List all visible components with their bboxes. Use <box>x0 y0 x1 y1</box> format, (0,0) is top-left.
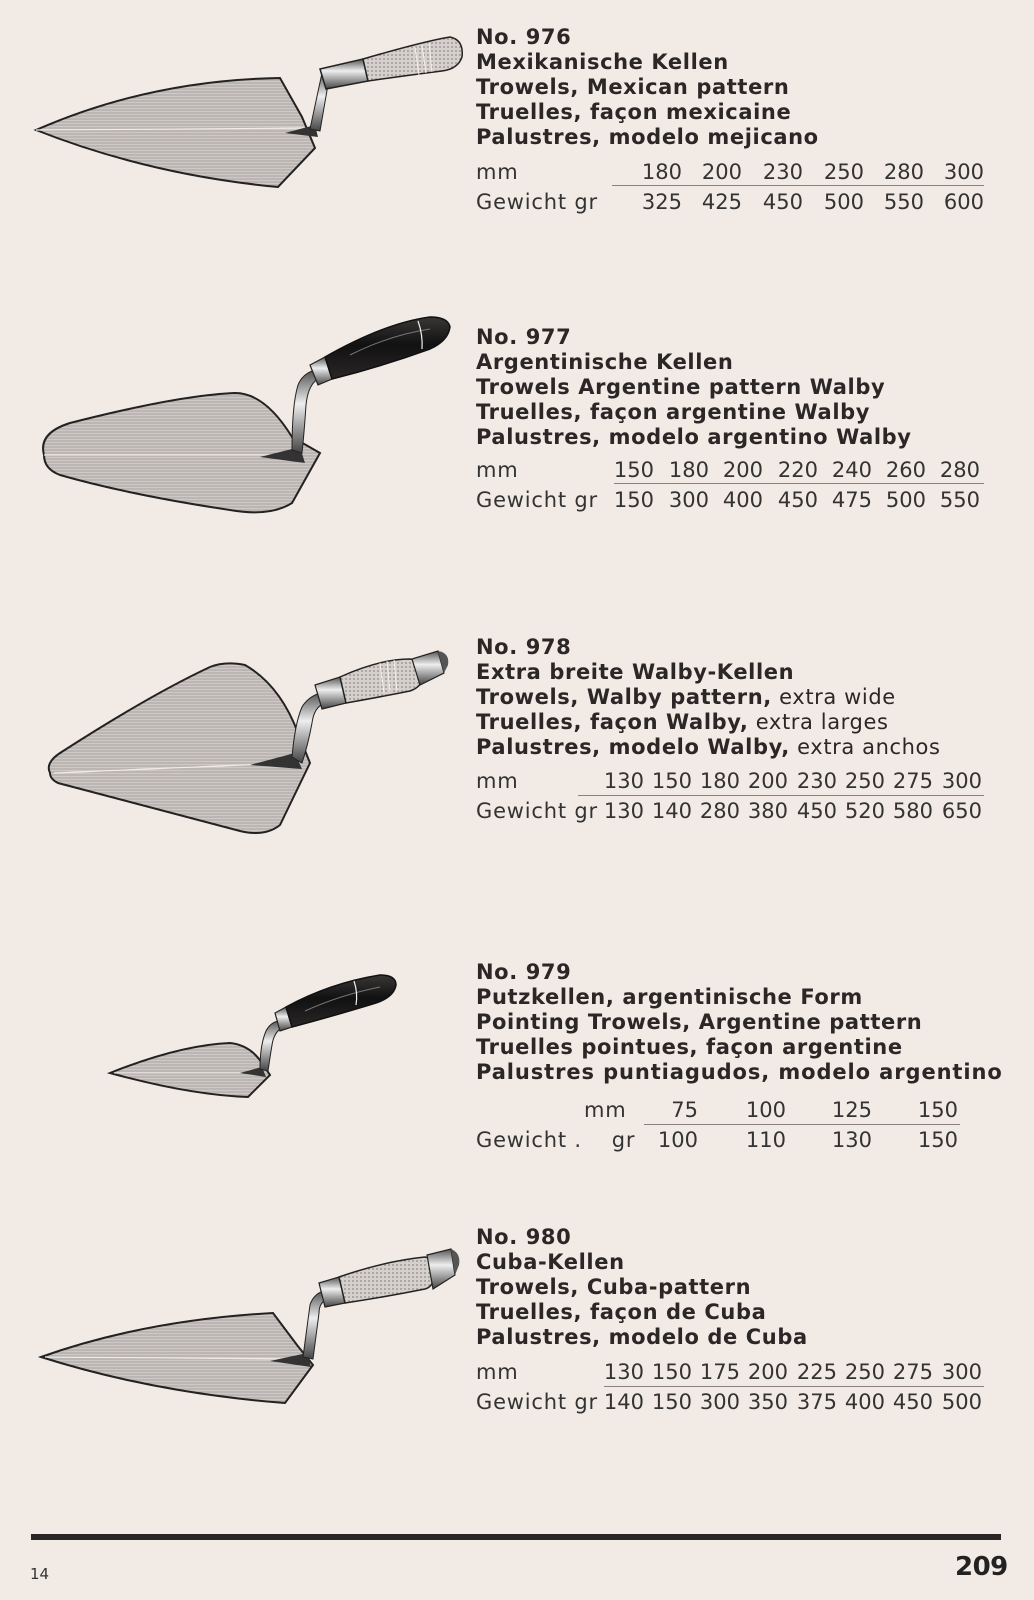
mm-cell: 300 <box>943 160 984 184</box>
mm-cell: 125 <box>831 1098 872 1122</box>
title-fr: Truelles, façon de Cuba <box>476 1300 767 1324</box>
title-fr: Truelles, façon argentine Walby <box>476 400 871 424</box>
title-fr: Truelles pointues, façon argentine <box>476 1035 903 1059</box>
trowel-mexican-icon <box>30 25 470 195</box>
table-rule <box>604 1386 984 1387</box>
table-rule <box>644 1124 960 1125</box>
item-number: No. 978 <box>476 635 572 659</box>
mm-cell: 300 <box>941 1360 982 1384</box>
trowel-walby-extra-wide-icon <box>40 645 470 845</box>
mm-cell: 280 <box>939 458 980 482</box>
title-fr: Truelles, façon Walby, extra larges <box>476 710 889 734</box>
weight-cell: 450 <box>892 1390 933 1414</box>
mm-cell: 200 <box>747 769 788 793</box>
weight-label: Gewicht . gr <box>476 1128 636 1152</box>
weight-cell: 600 <box>943 190 984 214</box>
title-de: Mexikanische Kellen <box>476 50 729 74</box>
title-es: Palustres, modelo mejicano <box>476 125 819 149</box>
weight-cell: 325 <box>641 190 682 214</box>
weight-label: Gewicht gr <box>476 799 598 823</box>
weight-cell: 450 <box>796 799 837 823</box>
weight-cell: 280 <box>699 799 740 823</box>
item-number: No. 979 <box>476 960 572 984</box>
weight-cell: 520 <box>844 799 885 823</box>
weight-cell: 475 <box>831 488 872 512</box>
weight-cell: 110 <box>745 1128 786 1152</box>
title-en: Pointing Trowels, Argentine pattern <box>476 1010 923 1034</box>
mm-label: mm <box>476 458 519 482</box>
title-es: Palustres, modelo Walby, extra anchos <box>476 735 941 759</box>
weight-cell: 450 <box>762 190 803 214</box>
mm-cell: 180 <box>668 458 709 482</box>
weight-cell: 140 <box>603 1390 644 1414</box>
mm-cell: 130 <box>603 769 644 793</box>
mm-cell: 260 <box>885 458 926 482</box>
title-de: Extra breite Walby-Kellen <box>476 660 795 684</box>
title-es: Palustres puntiagudos, modelo argentino <box>476 1060 1003 1084</box>
table-rule <box>578 795 984 796</box>
page-number: 209 <box>955 1552 1008 1582</box>
mm-cell: 275 <box>892 1360 933 1384</box>
pointing-trowel-icon <box>100 965 410 1105</box>
item-number: No. 976 <box>476 25 572 49</box>
weight-cell: 150 <box>917 1128 958 1152</box>
title-en: Trowels, Cuba-pattern <box>476 1275 752 1299</box>
weight-cell: 375 <box>796 1390 837 1414</box>
mm-cell: 130 <box>603 1360 644 1384</box>
mm-cell: 75 <box>671 1098 698 1122</box>
mm-label: mm <box>476 769 519 793</box>
title-es: Palustres, modelo de Cuba <box>476 1325 808 1349</box>
weight-cell: 140 <box>651 799 692 823</box>
weight-cell: 130 <box>603 799 644 823</box>
table-rule <box>614 483 984 484</box>
mm-label: mm <box>476 160 519 184</box>
title-en: Trowels, Walby pattern, extra wide <box>476 685 896 709</box>
title-de: Putzkellen, argentinische Form <box>476 985 863 1009</box>
title-de: Argentinische Kellen <box>476 350 734 374</box>
mm-cell: 180 <box>641 160 682 184</box>
mm-cell: 250 <box>844 769 885 793</box>
mm-cell: 230 <box>796 769 837 793</box>
mm-cell: 300 <box>941 769 982 793</box>
mm-cell: 275 <box>892 769 933 793</box>
table-rule <box>612 185 984 186</box>
weight-cell: 100 <box>657 1128 698 1152</box>
weight-cell: 550 <box>883 190 924 214</box>
mm-cell: 180 <box>699 769 740 793</box>
trowel-cuba-icon <box>35 1235 465 1415</box>
weight-cell: 400 <box>844 1390 885 1414</box>
title-fr: Truelles, façon mexicaine <box>476 100 792 124</box>
footer-rule <box>31 1534 1001 1540</box>
mm-cell: 200 <box>747 1360 788 1384</box>
mm-cell: 200 <box>701 160 742 184</box>
weight-cell: 380 <box>747 799 788 823</box>
mm-cell: 200 <box>722 458 763 482</box>
weight-cell: 500 <box>823 190 864 214</box>
title-de: Cuba-Kellen <box>476 1250 625 1274</box>
weight-cell: 350 <box>747 1390 788 1414</box>
mm-cell: 100 <box>745 1098 786 1122</box>
weight-cell: 400 <box>722 488 763 512</box>
weight-cell: 300 <box>699 1390 740 1414</box>
weight-cell: 300 <box>668 488 709 512</box>
mm-cell: 150 <box>651 769 692 793</box>
weight-cell: 150 <box>651 1390 692 1414</box>
weight-cell: 550 <box>939 488 980 512</box>
mm-cell: 150 <box>613 458 654 482</box>
mm-cell: 150 <box>651 1360 692 1384</box>
mm-cell: 240 <box>831 458 872 482</box>
mm-cell: 225 <box>796 1360 837 1384</box>
mm-cell: 280 <box>883 160 924 184</box>
mm-cell: 175 <box>699 1360 740 1384</box>
weight-label: Gewicht gr <box>476 1390 598 1414</box>
mm-label: mm <box>584 1098 627 1122</box>
weight-cell: 580 <box>892 799 933 823</box>
item-number: No. 977 <box>476 325 572 349</box>
weight-cell: 130 <box>831 1128 872 1152</box>
weight-label: Gewicht gr <box>476 190 598 214</box>
trowel-argentine-icon <box>30 305 470 525</box>
weight-cell: 500 <box>885 488 926 512</box>
weight-cell: 150 <box>613 488 654 512</box>
title-es: Palustres, modelo argentino Walby <box>476 425 912 449</box>
weight-cell: 450 <box>777 488 818 512</box>
mm-cell: 220 <box>777 458 818 482</box>
mm-cell: 230 <box>762 160 803 184</box>
weight-cell: 650 <box>941 799 982 823</box>
item-number: No. 980 <box>476 1225 572 1249</box>
mm-cell: 250 <box>823 160 864 184</box>
mm-cell: 250 <box>844 1360 885 1384</box>
title-en: Trowels, Mexican pattern <box>476 75 790 99</box>
title-en: Trowels Argentine pattern Walby <box>476 375 886 399</box>
weight-cell: 425 <box>701 190 742 214</box>
weight-cell: 500 <box>941 1390 982 1414</box>
mm-cell: 150 <box>917 1098 958 1122</box>
mm-label: mm <box>476 1360 519 1384</box>
weight-label: Gewicht gr <box>476 488 598 512</box>
section-number: 14 <box>30 1565 50 1583</box>
